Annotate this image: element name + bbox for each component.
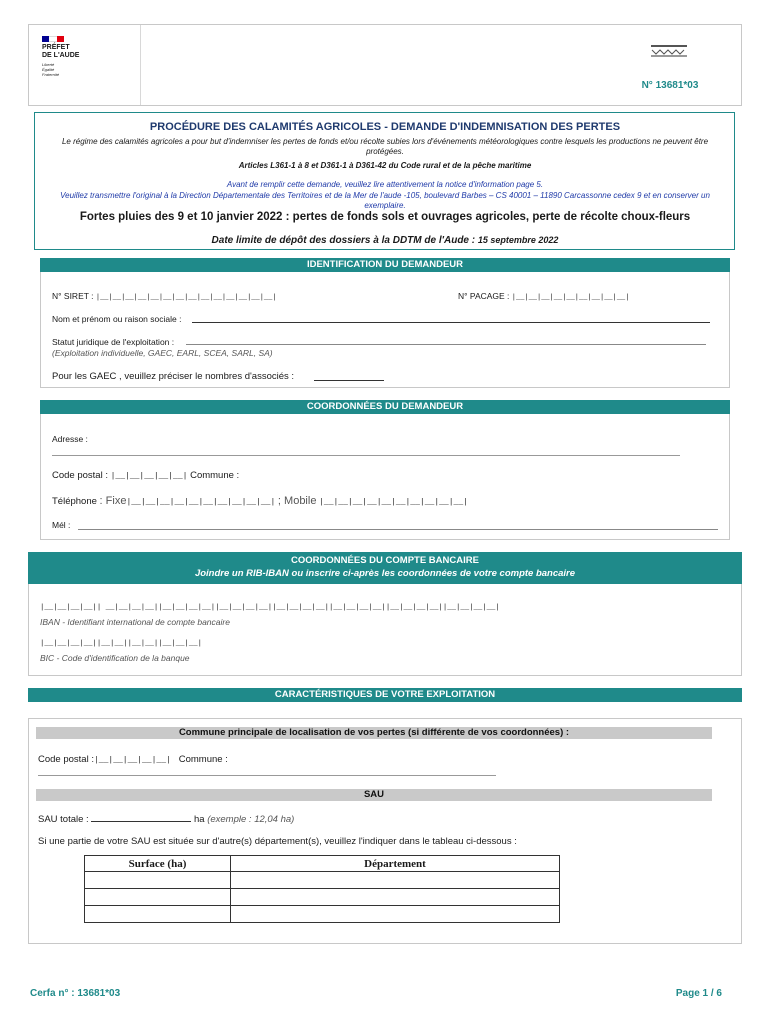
republic-logo — [42, 36, 132, 77]
notice-text: Avant de remplir cette demande, veuillez lire attentivement la notice d'information page 5. — [226, 180, 544, 189]
exploitation-commune-label: Commune : — [178, 754, 228, 765]
postal-boxes[interactable]: |__|__|__|__|__| — [110, 472, 188, 481]
bank-title: COORDONNÉES DU COMPTE BANCAIRE — [291, 555, 479, 566]
postal-field[interactable] — [52, 470, 239, 481]
motto-2: Égalité — [42, 67, 55, 72]
flag-icon — [42, 36, 64, 42]
pacage-field[interactable] — [458, 291, 629, 302]
bank-subtitle: Joindre un RIB-IBAN ou inscrire ci-après les coordonnées de votre compte bancaire — [194, 568, 576, 579]
identification-header: IDENTIFICATION DU DEMANDEUR — [40, 258, 730, 272]
commune-header: Commune principale de localisation de vos pertes (si différente de vos coordonnées) : — [36, 727, 712, 739]
address-label: Adresse : — [52, 434, 88, 444]
mail-label: Mél : — [52, 520, 71, 530]
surface-cell[interactable] — [85, 906, 231, 923]
logo-line-1: PRÉFET — [42, 44, 70, 51]
sau-other-text: Si une partie de votre SAU est située sur d'autre(s) département(s), veuillez l'indiquer dans le tableau ci-dessous : — [38, 836, 517, 847]
cerfa-logo-icon — [650, 44, 688, 58]
table-row — [85, 889, 560, 906]
departement-cell[interactable] — [231, 872, 560, 889]
pacage-label: N° PACAGE : — [458, 291, 510, 301]
coordonnees-header: COORDONNÉES DU DEMANDEUR — [40, 400, 730, 414]
exploitation-postal-boxes[interactable]: |__|__|__|__|__| — [93, 756, 171, 765]
pacage-boxes[interactable]: |__|__|__|__|__|__|__|__|__| — [511, 294, 630, 302]
deadline-label: Date limite de dépôt des dossiers à la DDTM de l'Aude : — [211, 235, 476, 246]
transmit-text: Veuillez transmettre l'original à la Direction Départementale des Territoires et de la Mer de l'aude -105, boulevard Barbes – CS 40001 – 11890 Carcassonne cedex 9 et en conserver un exemplaire. — [60, 191, 710, 210]
form-number: N° 13681*03 — [641, 80, 699, 91]
header-divider — [140, 25, 141, 105]
table-row — [85, 906, 560, 923]
gaec-label: Pour les GAEC , veuillez préciser le nombres d'associés : — [52, 371, 295, 382]
sau-input[interactable] — [91, 812, 191, 822]
commune-label: Commune : — [190, 470, 240, 481]
gaec-input[interactable] — [314, 380, 384, 381]
status-label: Statut juridique de l'exploitation : — [52, 337, 175, 347]
sau-field[interactable] — [38, 812, 294, 825]
iban-boxes[interactable]: |__|__|__|__|| __|__|__|__||__|__|__|__||__|__|__|__||__|__|__|__||__|__|__|__||__|__|__|__||__|__|__|__| — [40, 604, 500, 612]
footer-cerfa: Cerfa n° : 13681*03 — [30, 988, 121, 999]
status-input[interactable] — [186, 344, 706, 345]
fixe-label: : Fixe — [99, 495, 127, 507]
header-frame — [28, 24, 742, 106]
commune-input[interactable] — [38, 775, 496, 776]
surface-cell[interactable] — [85, 872, 231, 889]
departement-cell[interactable] — [231, 889, 560, 906]
mobile-boxes[interactable]: |__|__|__|__|__|__|__|__|__|__| — [319, 498, 468, 507]
fixe-boxes[interactable]: |__|__|__|__|__|__|__|__|__|__| — [126, 498, 276, 507]
departement-cell[interactable] — [231, 906, 560, 923]
sau-label: SAU totale : — [38, 814, 89, 825]
surface-cell[interactable] — [85, 889, 231, 906]
mail-input[interactable] — [78, 529, 718, 530]
logo-line-2: DE L'AUDE — [42, 52, 80, 59]
intro-text: Le régime des calamités agricoles a pour but d'indemniser les pertes de fonds et/ou récolte subies lors d'événements météorologiques contre lesquels les productions ne peuvent être protégées. — [61, 137, 709, 156]
deadline — [40, 235, 730, 246]
exploitation-postal-field[interactable] — [38, 754, 228, 765]
procedure-title: PROCÉDURE DES CALAMITÉS AGRICOLES - DEMANDE D'INDEMNISATION DES PERTES — [149, 121, 621, 133]
event-title: Fortes pluies des 9 et 10 janvier 2022 : pertes de fonds sols et ouvrages agricoles, perte de récolte choux-fleurs — [79, 211, 691, 223]
surface-column-header: Surface (ha) — [85, 856, 231, 872]
iban-label: IBAN - Identifiant international de compte bancaire — [40, 617, 230, 627]
sau-example: (exemple : 12,04 ha) — [207, 814, 295, 825]
exploitation-header: CARACTÉRISTIQUES DE VOTRE EXPLOITATION — [28, 688, 742, 702]
siret-boxes[interactable]: |__|__|__|__|__|__|__|__|__|__|__|__|__|__| — [95, 294, 277, 302]
table-row — [85, 872, 560, 889]
name-input[interactable] — [192, 322, 710, 323]
articles-text: Articles L361-1 à 8 et D361-1 à D361-42 du Code rural et de la pêche maritime — [238, 161, 532, 170]
motto-3: Fraternité — [42, 72, 60, 77]
deadline-date: 15 septembre 2022 — [477, 235, 559, 245]
mobile-label: ; Mobile — [277, 495, 317, 507]
sau-unit: ha — [193, 814, 205, 825]
status-hint: (Exploitation individuelle, GAEC, EARL, SCEA, SARL, SA) — [52, 348, 273, 358]
siret-field[interactable] — [52, 291, 277, 302]
siret-label: N° SIRET : — [52, 291, 94, 301]
postal-label: Code postal : — [52, 470, 108, 481]
phone-field[interactable] — [52, 495, 468, 507]
bank-header — [28, 552, 742, 584]
footer-page: Page 1 / 6 — [675, 988, 722, 999]
sau-header: SAU — [36, 789, 712, 801]
bic-label: BIC - Code d'identification de la banque — [40, 653, 190, 663]
motto-1: Liberté — [42, 62, 55, 67]
departement-column-header: Département — [231, 856, 560, 872]
exploitation-postal-label: Code postal : — [38, 754, 94, 765]
name-label: Nom et prénom ou raison sociale : — [52, 314, 182, 324]
bic-boxes[interactable]: |__|__|__|__||__|__||__|__||__|__|__| — [40, 640, 203, 648]
surface-table — [84, 855, 560, 923]
address-input[interactable] — [52, 455, 680, 456]
phone-label: Téléphone — [52, 496, 97, 507]
